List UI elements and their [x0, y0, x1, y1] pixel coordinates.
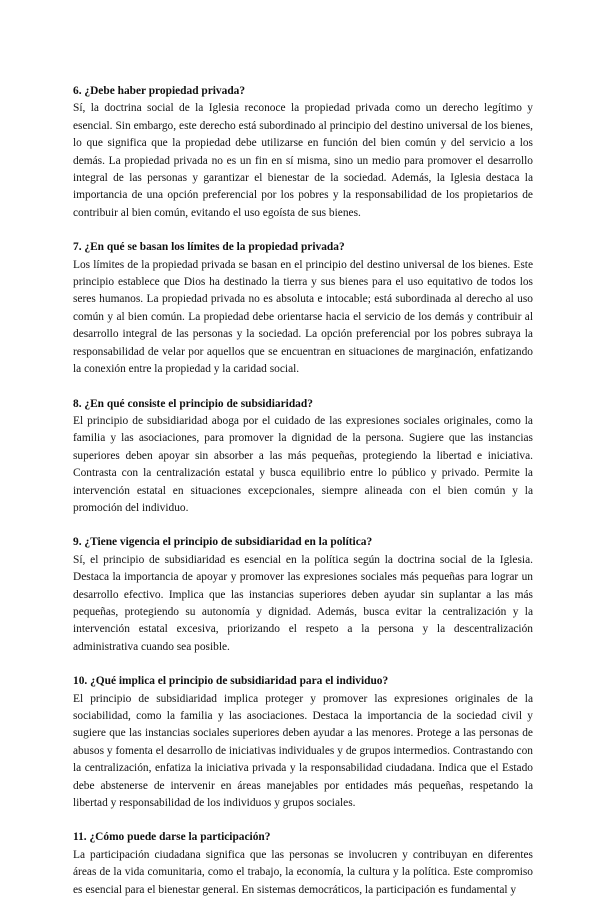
- question-title: 6. ¿Debe haber propiedad privada?: [73, 85, 246, 97]
- question-title: 7. ¿En qué se basan los límites de la propiedad privada?: [73, 241, 345, 254]
- answer-paragraph: Sí, el principio de subsidiaridad es esencial en la política según la doctrina social de la Iglesia. Destaca la importancia de apoyar y promover las expresiones sociales más pequeñas para lograr un desarrollo efectivo. Implica que las instancias superiores deben ayudar sin suplantar a las más pequeñas, protegiendo su autonomía y dignidad. Además, busca evitar la centralización y la intervención estatal excesiva, priorizando el respeto a la persona y la descentralización administrativa cuando sea posible.: [73, 553, 533, 653]
- question-title: 9. ¿Tiene vigencia el principio de subsidiaridad en la política?: [73, 536, 373, 549]
- section-question-11: [73, 829, 533, 899]
- answer-paragraph: El principio de subsidiaridad aboga por el cuidado de las expresiones sociales originales, como la familia y las asociaciones, para promover la dignidad de la persona. Sugiere que las instancias superiores deben apoyar sin absorber a las más pequeñas, protegiendo la libertad e iniciativa. Contrasta con la centralización estatal y busca equilibrio entre lo público y privado. Permite la intervención estatal en situaciones excepcionales, siempre alineada con el bien común y la promoción del individuo.: [73, 414, 533, 514]
- answer-paragraph: Los límites de la propiedad privada se basan en el principio del destino universal de los bienes. Este principio establece que Dios ha destinado la tierra y sus bienes para el uso equitativo de todos los seres humanos. La propiedad privada no es absoluta e intocable; está subordinada al derecho al uso común y al bien común. La propiedad debe orientarse hacia el servicio de los demás y contribuir al desarrollo integral de las personas y la sociedad. La opción preferencial por los pobres subraya la responsabilidad de velar por aquellos que se encuentran en situaciones de marginación, enfatizando la conexión entre la propiedad y la caridad social.: [73, 258, 533, 376]
- question-title: 8. ¿En qué consiste el principio de subsidiaridad?: [73, 397, 313, 410]
- answer-paragraph: Sí, la doctrina social de la Iglesia reconoce la propiedad privada como un derecho legítimo y esencial. Sin embargo, este derecho está subordinado al principio del destino universal de los bienes, lo que significa que la propiedad debe utilizarse en función del bien común y del servicio a los demás. La propiedad privada no es un fin en sí misma, sino un medio para promover el desarrollo integral de las personas y garantizar el bienestar de la sociedad. Además, la Iglesia destaca la importancia de una opción preferencial por los pobres y la responsabilidad de los propietarios de contribuir al bien común, evitando el uso egoísta de sus bienes.: [73, 102, 533, 219]
- question-title: 11. ¿Cómo puede darse la participación?: [73, 831, 271, 844]
- section-question-6: [73, 83, 533, 222]
- section-question-8: [73, 396, 533, 518]
- document-page: [73, 83, 533, 916]
- question-title: 10. ¿Qué implica el principio de subsidiaridad para el individuo?: [73, 675, 389, 688]
- section-question-9: [73, 534, 533, 656]
- answer-paragraph: La participación ciudadana significa que las personas se involucren y contribuyan en diferentes áreas de la vida comunitaria, como el trabajo, la economía, la cultura y la política. Este compromiso es esencial para el bienestar general. En sistemas democráticos, la participación es fundamental y: [73, 848, 533, 896]
- section-question-7: [73, 239, 533, 378]
- answer-paragraph: El principio de subsidiaridad implica proteger y promover las expresiones originales de la sociabilidad, como la familia y las asociaciones. Destaca la importancia de la sociedad civil y sugiere que las instancias sociales superiores deben ayudar a las menores. Protege a las personas de abusos y fomenta el desarrollo de iniciativas individuales y de grupos intermedios. Contrastando con la centralización, enfatiza la iniciativa privada y la responsabilidad ciudadana. Indica que el Estado debe abstenerse de intervenir en áreas manejables por entidades más pequeñas, respetando la libertad y responsabilidad de los individuos y grupos sociales.: [73, 692, 533, 810]
- section-question-10: [73, 673, 533, 812]
